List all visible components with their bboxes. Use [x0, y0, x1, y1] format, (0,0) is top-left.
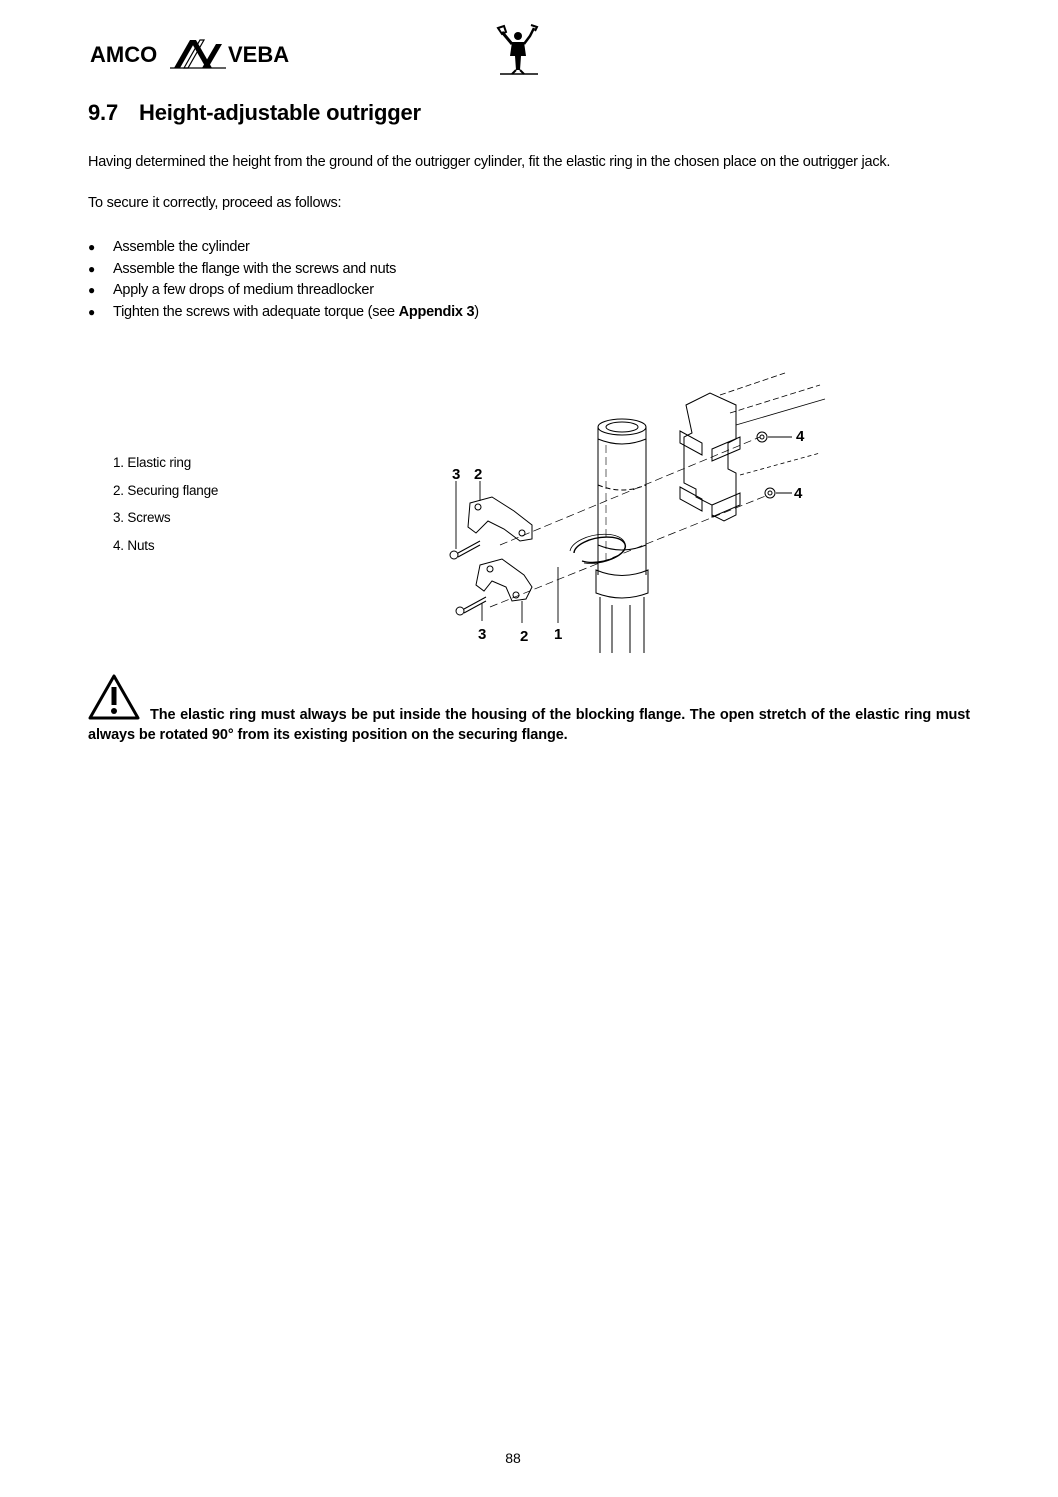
page-number: 88: [505, 1450, 521, 1466]
callout-4-top: 4: [796, 428, 805, 445]
legend-item-screws: 3. Screws: [113, 510, 171, 525]
intro-paragraph: Having determined the height from the ground of the outrigger cylinder, fit the elastic ring in the chosen place on the outrigger jack.: [88, 154, 891, 170]
callout-3-bottom: 3: [478, 626, 487, 643]
callout-2-bottom: 2: [520, 628, 529, 645]
appendix-reference: Appendix 3: [398, 303, 475, 320]
bullet-icon: ●: [88, 304, 95, 319]
section-number: 9.7: [88, 100, 118, 125]
securing-flange-lower: [476, 559, 532, 601]
logo-left-text: AMCO: [90, 42, 158, 67]
warning-text: The elastic ring must always be put inside the housing of the blocking flange. The open stretch of the elastic ring must always be rotated 90° from its existing position on the securing flange.: [88, 707, 970, 743]
nut-upper: [757, 432, 792, 442]
list-item: ● Tighten the screws with adequate torque (see Appendix 3): [88, 302, 479, 324]
outrigger-cylinder: [596, 419, 648, 653]
callout-4-bottom: 4: [794, 485, 803, 502]
list-item: ● Apply a few drops of medium threadlocker: [88, 280, 479, 302]
steps-list: [88, 237, 479, 323]
logo-emblem-icon: [170, 40, 226, 68]
housing-bracket: [680, 393, 740, 521]
figure-legend: [113, 452, 218, 562]
lead-paragraph: To secure it correctly, proceed as follows:: [88, 195, 342, 211]
mechanic-with-wrench-icon: [494, 22, 540, 76]
outrigger-exploded-diagram: [440, 365, 840, 655]
callout-3-top: 3: [452, 466, 461, 483]
bullet-icon: ●: [88, 283, 95, 297]
amco-veba-logo: [90, 36, 300, 72]
bullet-icon: ●: [88, 240, 95, 254]
nut-lower: [765, 488, 792, 498]
list-item: ● Assemble the flange with the screws and nuts: [88, 259, 479, 281]
logo-right-text: VEBA: [228, 42, 290, 67]
legend-item-nuts: 4. Nuts: [113, 537, 155, 553]
legend-item-securing-flange: 2. Securing flange: [113, 482, 219, 498]
bullet-icon: ●: [88, 261, 95, 276]
callout-1: 1: [554, 626, 563, 643]
securing-flange-upper: [468, 497, 532, 541]
screw-upper: [450, 541, 480, 559]
section-title: Height-adjustable outrigger: [139, 100, 421, 125]
callout-2-top: 2: [474, 466, 483, 483]
screw-lower: [456, 597, 486, 615]
legend-item-elastic-ring: 1. Elastic ring: [113, 455, 192, 470]
section-heading: [88, 100, 421, 126]
list-item: ● Assemble the cylinder: [88, 237, 479, 259]
